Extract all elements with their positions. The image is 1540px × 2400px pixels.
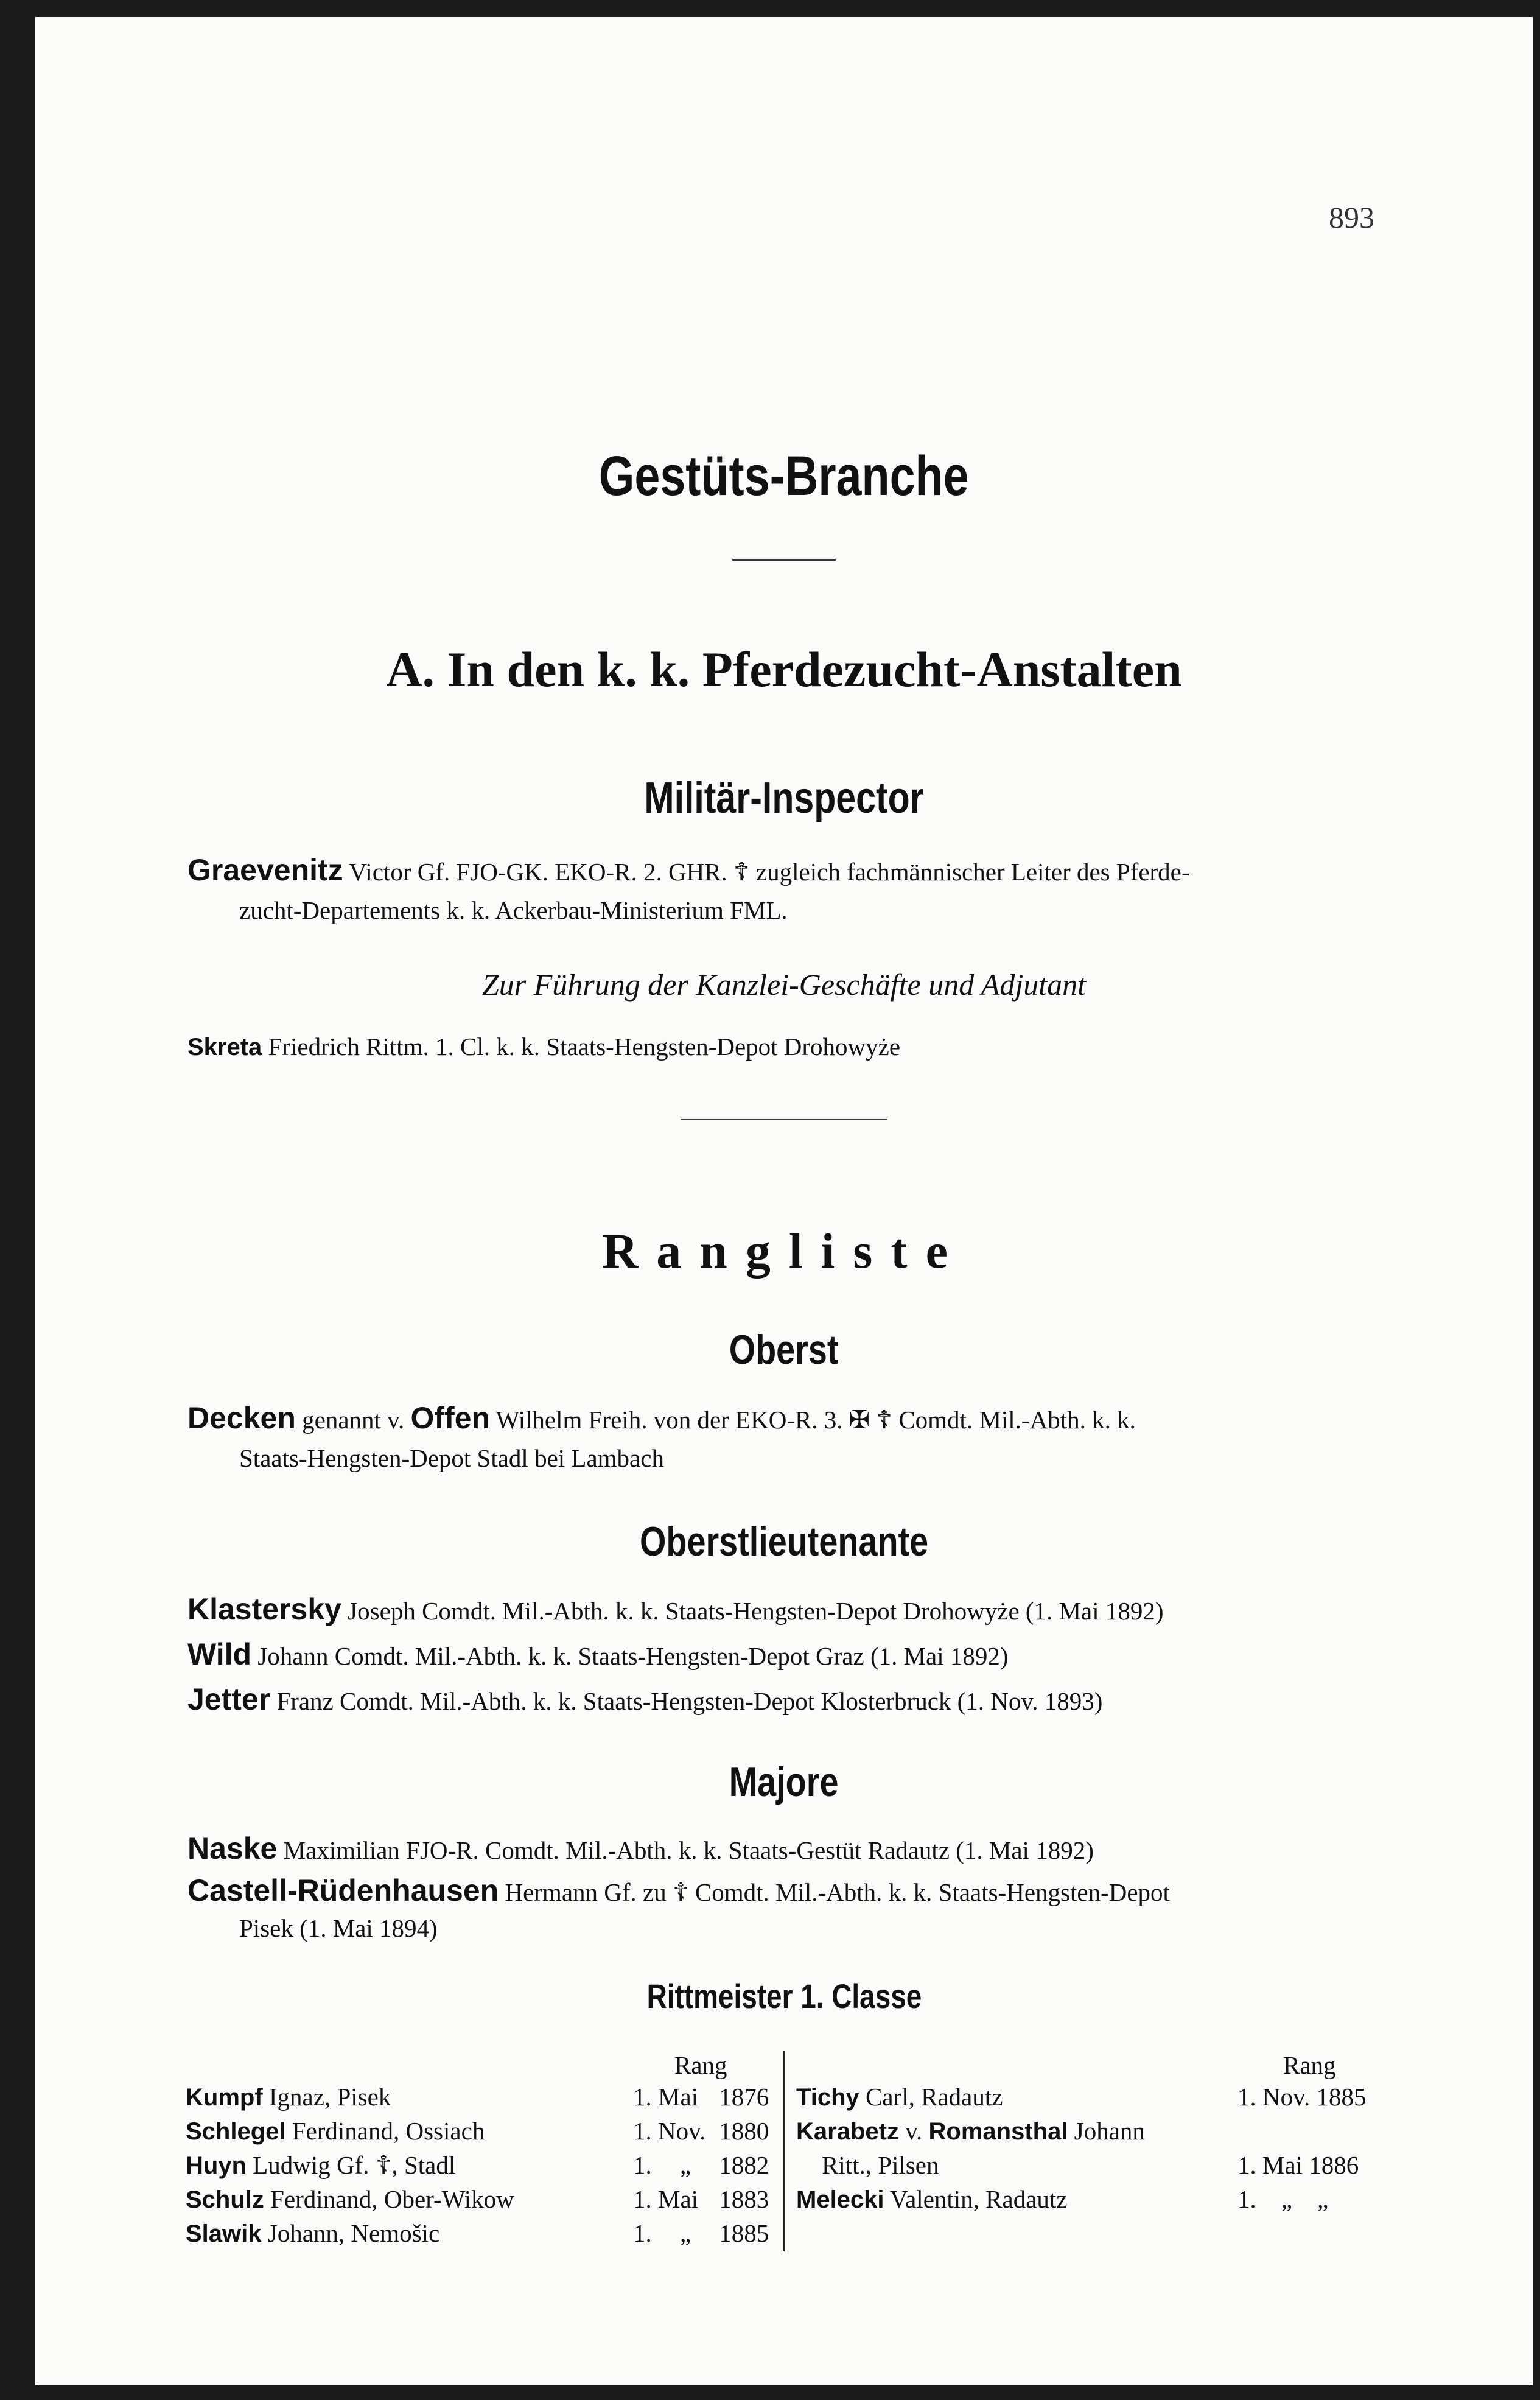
rang-date: 1. Nov. 1885: [1237, 2083, 1367, 2111]
oberst-entry: Decken genannt v. Offen Wilhelm Freih. von der EKO-R. 3. ✠ ☦ Comdt. Mil.-Abth. k. k. Staats-Hengsten-Depot Stadl bei Lambach: [187, 1401, 1136, 1472]
rittmeister-heading: Rittmeister 1. Classe: [646, 1977, 922, 2015]
rang-header-left: Rang: [674, 2051, 727, 2079]
cross-icon: ☦: [733, 857, 750, 886]
rang-date: 1. Mai 1883: [633, 2185, 769, 2213]
rang-date: 1. „ 1885: [633, 2219, 769, 2247]
inspector-entry: Graevenitz Victor Gf. FJO-GK. EKO-R. 2. GHR. ☦ zugleich fachmännischer Leiter des Pferde- zucht-Departements k. k. Ackerbau-Ministerium FML.: [187, 853, 1190, 924]
adjutant-heading: Zur Führung der Kanzlei-Geschäfte und Adjutant: [481, 967, 1087, 1002]
document-page: [35, 17, 1533, 2385]
list-item: Naske Maximilian FJO-R. Comdt. Mil.-Abth. k. k. Staats-Gestüt Radautz (1. Mai 1892): [187, 1831, 1094, 1865]
inspector-heading: Militär-Inspector: [644, 774, 924, 823]
rang-header-right: Rang: [1283, 2051, 1336, 2079]
rittmeister-table: [35, 17, 1533, 2385]
table-row: Ritt., Pilsen: [822, 2151, 939, 2179]
table-row: Karabetz v. Romansthal Johann: [796, 2117, 1145, 2145]
list-item: Jetter Franz Comdt. Mil.-Abth. k. k. Staats-Hengsten-Depot Klosterbruck (1. Nov. 1893): [187, 1682, 1103, 1716]
adjutant-entry: Skreta Friedrich Rittm. 1. Cl. k. k. Staats-Hengsten-Depot Drohowyże: [187, 1033, 901, 1061]
table-row: Slawik Johann, Nemošic: [186, 2219, 440, 2247]
rang-date: 1. Nov. 1880: [633, 2117, 769, 2145]
table-row: Schlegel Ferdinand, Ossiach: [186, 2117, 485, 2145]
table-row: Kumpf Ignaz, Pisek: [186, 2083, 391, 2111]
list-item: Castell-Rüdenhausen Hermann Gf. zu ☦ Comdt. Mil.-Abth. k. k. Staats-Hengsten-Depot Pisek (1. Mai 1894): [187, 1873, 1170, 1942]
list-item: Wild Johann Comdt. Mil.-Abth. k. k. Staats-Hengsten-Depot Graz (1. Mai 1892): [187, 1637, 1009, 1671]
cross-icon: ☦: [876, 1405, 893, 1434]
page-title: Gestüts-Branche: [599, 445, 969, 507]
adjutant-name: Skreta: [187, 1034, 262, 1061]
rang-date: 1. Mai 1876: [633, 2083, 769, 2111]
rang-date: 1. „ 1882: [633, 2151, 769, 2179]
page-number: 893: [1329, 200, 1374, 234]
table-row: Melecki Valentin, Radautz: [796, 2185, 1068, 2213]
oberstlieutenante-heading: Oberstlieutenante: [639, 1518, 929, 1565]
rangliste-heading: Rangliste: [602, 1223, 966, 1279]
oberst-heading: Oberst: [729, 1327, 839, 1373]
majore-heading: Majore: [729, 1759, 839, 1805]
table-row: Huyn Ludwig Gf. ☦, Stadl: [186, 2150, 456, 2180]
list-item: Klastersky Joseph Comdt. Mil.-Abth. k. k. Staats-Hengsten-Depot Drohowyże (1. Mai 1892): [187, 1592, 1164, 1626]
table-row: Tichy Carl, Radautz: [796, 2083, 1003, 2111]
column-divider: [783, 2051, 785, 2251]
order-icon: ✠: [849, 1405, 870, 1434]
section-a-heading: A. In den k. k. Pferdezucht-Anstalten: [386, 642, 1182, 697]
rang-date: 1. Mai 1886: [1237, 2151, 1359, 2179]
table-row: Schulz Ferdinand, Ober-Wikow: [186, 2185, 514, 2213]
cross-icon: ☦: [672, 1878, 689, 1907]
rang-date: 1. „ „: [1237, 2185, 1329, 2213]
cross-icon: ☦: [375, 2150, 392, 2180]
inspector-name: Graevenitz: [187, 853, 343, 887]
